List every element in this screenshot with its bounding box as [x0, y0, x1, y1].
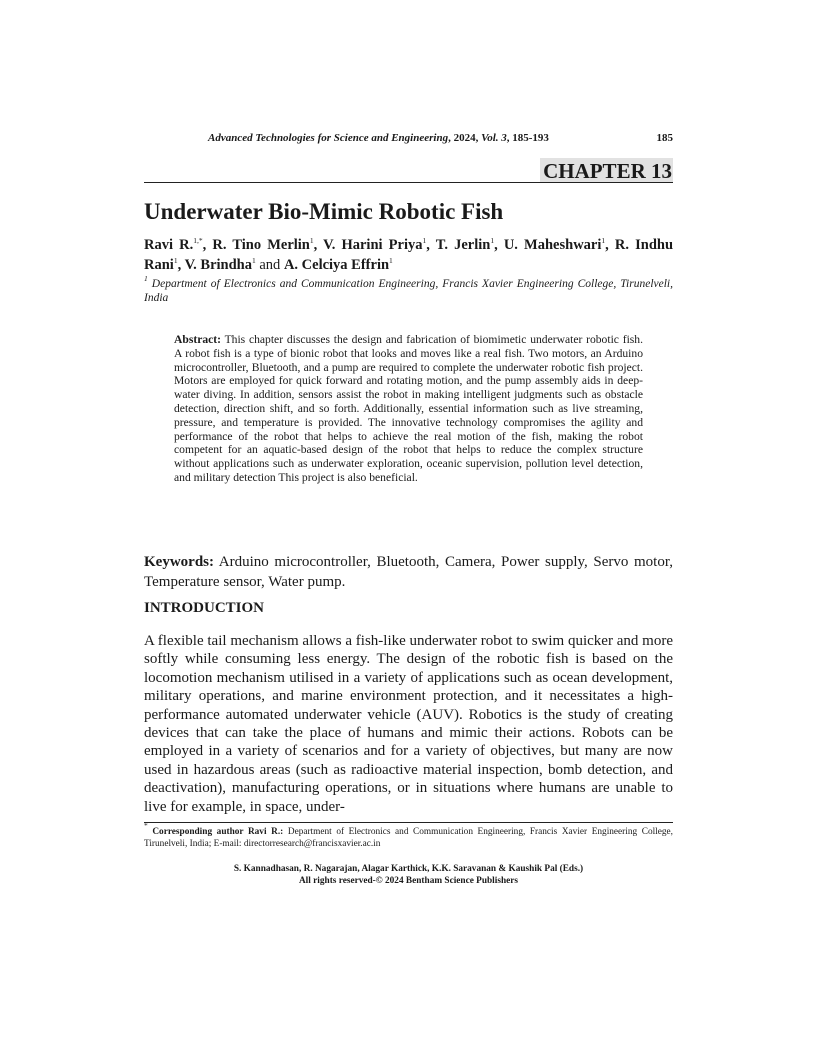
- author-affil-mark: 1: [252, 256, 256, 265]
- journal-name: Advanced Technologies for Science and Engineering: [208, 132, 449, 144]
- keywords-label: Keywords:: [144, 554, 214, 570]
- footnote: [144, 821, 673, 850]
- author-name: A. Celciya Effrin: [283, 257, 390, 273]
- affiliation-mark: 1: [144, 274, 148, 283]
- introduction-paragraph: A flexible tail mechanism allows a fish-like underwater robot to swim quicker and more softly while consuming less energy. The design of the robotic fish is based on the locomotion mechanism utilised in a variety of applications such as ocean development, military operations, and marine environment protection, and it necessitates a high-performance automated underwater vehicle (AUV). Robotics is the study of creating devices that can take the place of humans and mimic their actions. Robots can be employed in a variety of scenarios and for a variety of objectives, but many are now used in hazardous areas (such as radioactive material inspection, bomb detection, and deactivation), manufacturing operations, or in situations where humans are unable to live for example, in space, under-: [144, 633, 673, 815]
- abstract-label: Abstract:: [174, 333, 222, 346]
- author-name: , T. Jerlin: [426, 237, 491, 253]
- author-name: , R. Tino Merlin: [202, 237, 310, 253]
- footnote-text: Department of Electronics and Communication Engineering, Francis Xavier Engineering College, Tirunelveli, India; E-mail: directorresearch@francisxavier.ac.in: [144, 827, 673, 849]
- author-affil-mark: 1: [490, 236, 495, 245]
- affiliation: [144, 274, 673, 305]
- page-number: 185: [656, 132, 673, 144]
- abstract: [174, 333, 643, 485]
- footnote-label: Corresponding author Ravi R.:: [147, 827, 284, 837]
- keywords: [144, 552, 673, 592]
- running-head: [208, 132, 673, 144]
- editors-credit: [144, 863, 673, 887]
- author-list: [144, 235, 673, 275]
- author-affil-mark: 1,*: [193, 236, 203, 245]
- author-affil-mark: 1: [389, 256, 393, 265]
- author-affil-mark: 1: [601, 236, 606, 245]
- author-name: , V. Brindha: [177, 257, 252, 273]
- keywords-text: Arduino microcontroller, Bluetooth, Camera, Power supply, Servo motor, Temperature sensor, Water pump.: [144, 554, 673, 590]
- author-affil-mark: 1: [173, 256, 178, 265]
- footnote-mark: *: [144, 821, 148, 830]
- author-name: , V. Harini Priya: [313, 237, 423, 253]
- author-name: , U. Maheshwari: [494, 237, 602, 253]
- author-conjunction: and: [255, 257, 284, 273]
- affiliation-text: Department of Electronics and Communication Engineering, Francis Xavier Engineering College, Tirunelveli, India: [144, 278, 673, 304]
- journal-pages: , 185-193: [506, 132, 549, 144]
- chapter-divider: [144, 182, 673, 183]
- footnote-divider: [144, 822, 673, 823]
- chapter-label: CHAPTER 13: [540, 158, 673, 183]
- copyright-line: All rights reserved-© 2024 Bentham Science Publishers: [298, 876, 519, 886]
- chapter-title: Underwater Bio-Mimic Robotic Fish: [144, 199, 504, 224]
- abstract-text: This chapter discusses the design and fabrication of biomimetic underwater robotic fish. A robot fish is a type of bionic robot that looks and moves like a real fish. Two motors, an Arduino microcontroller, Bluetooth, and a pump are required to complete the underwater robotic fish project. Motors are employed for quick forward and rotating motion, and the pump assembly aids in deep-water diving. In addition, sensors assist the robot in making intelligent judgments such as obstacle detection, direction shift, and so forth. Additionally, essential information such as live streaming, pressure, and temperature is provided. The innovative technology compromises the agility and performance of the robot that helps to achieve the real motion of the fish, making the robot competent for an aquatic-based design of the robot that helps to reduce the complex structure without applications such as underwater exploration, oceanic supervision, pollution level detection, and military detection This project is also beneficial.: [174, 333, 643, 484]
- author-name: , R. Indhu Rani: [144, 237, 674, 273]
- journal-volume: Vol. 3: [481, 132, 507, 144]
- section-heading: INTRODUCTION: [144, 600, 265, 616]
- author-affil-mark: 1: [309, 236, 314, 245]
- editors-line: S. Kannadhasan, R. Nagarajan, Alagar Karthick, K.K. Saravanan & Kaushik Pal (Eds.): [233, 864, 584, 874]
- author-name: Ravi R.: [144, 237, 194, 253]
- journal-year: , 2024,: [448, 132, 482, 144]
- author-affil-mark: 1: [422, 236, 427, 245]
